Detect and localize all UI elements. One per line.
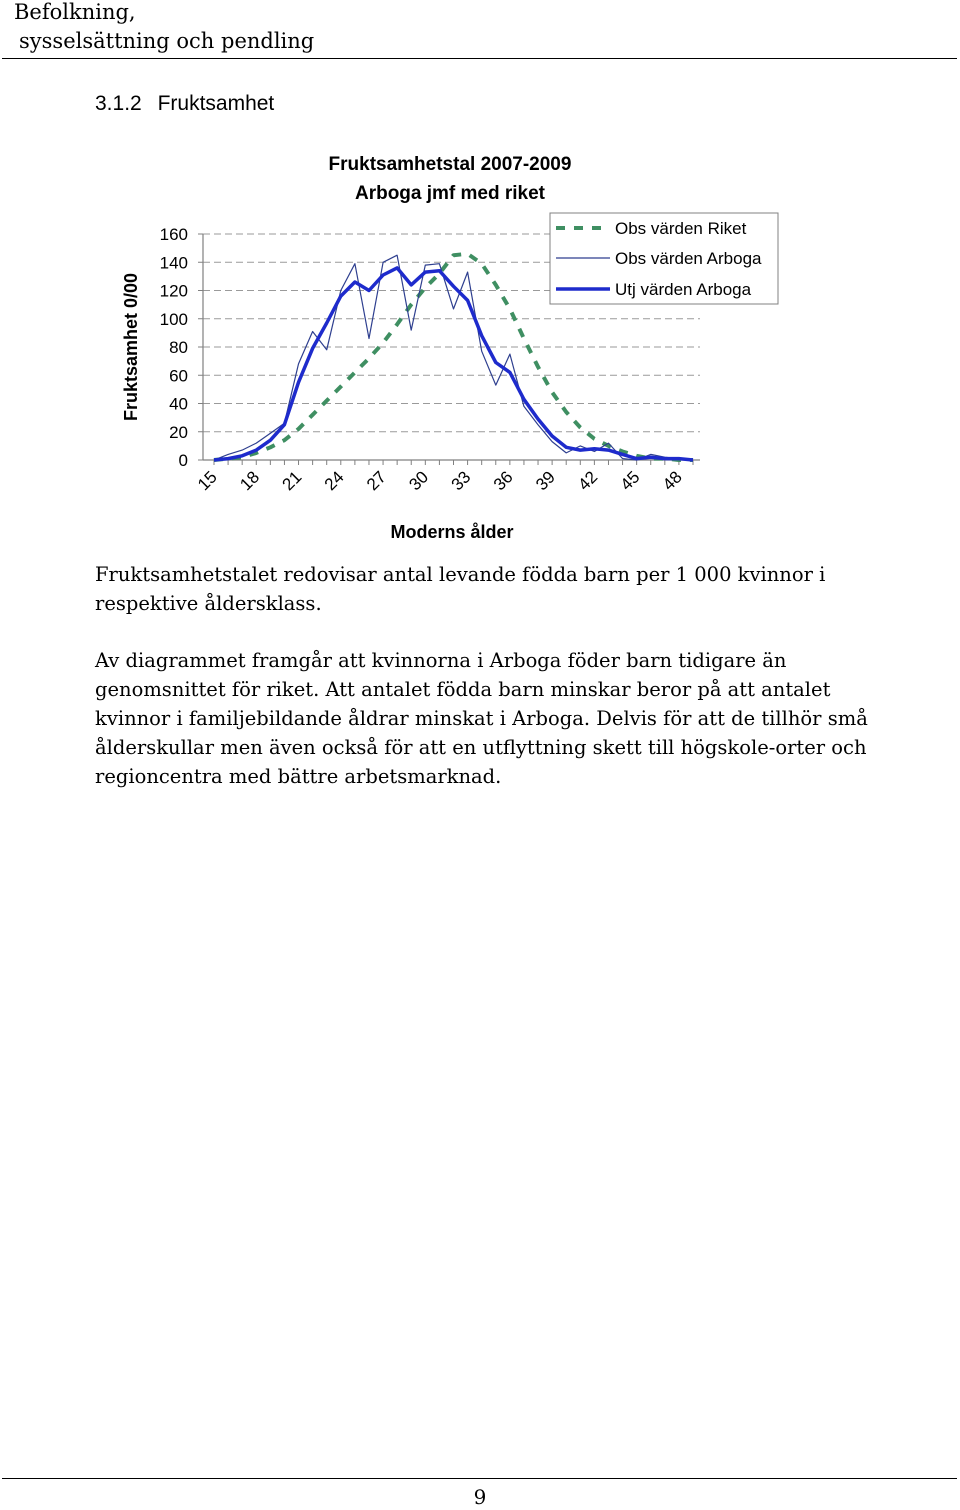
legend-label-obs-arboga: Obs värden Arboga	[615, 249, 762, 268]
running-header-line-1: Befolkning,	[14, 0, 136, 24]
y-tick-label-160: 160	[159, 225, 188, 244]
page-number: 9	[473, 1485, 487, 1509]
x-tick-label-27: 27	[363, 467, 390, 495]
x-tick-label-45: 45	[616, 467, 644, 495]
y-tick-label-120: 120	[159, 281, 188, 301]
x-tick-label-30: 30	[405, 467, 433, 495]
x-tick-label-48: 48	[658, 467, 686, 495]
legend-label-riket: Obs värden Riket	[615, 219, 747, 238]
x-axis-label: Moderns ålder	[390, 522, 514, 542]
section-heading	[95, 92, 274, 116]
x-tick-label-36: 36	[489, 467, 517, 495]
x-tick-label-24: 24	[320, 467, 348, 495]
paragraph-fertility-definition: Fruktsamhetstalet redovisar antal levande födda barn per 1 000 kvinnor i respektive åldersklass.	[95, 563, 826, 615]
y-tick-label-140: 140	[159, 253, 188, 273]
y-tick-label-0: 0	[178, 451, 188, 470]
chart-title: Fruktsamhetstal 2007-2009	[328, 154, 572, 175]
y-tick-label-40: 40	[169, 394, 188, 414]
y-tick-label-100: 100	[159, 309, 188, 329]
section-title: Fruktsamhet	[157, 92, 275, 115]
legend	[550, 213, 778, 304]
x-tick-label-39: 39	[532, 467, 559, 495]
x-tick-label-33: 33	[447, 467, 475, 495]
x-tick-label-42: 42	[574, 467, 602, 495]
section-number: 3.1.2	[95, 92, 142, 115]
y-axis-label: Fruktsamhet 0/00	[121, 272, 141, 422]
y-tick-label-60: 60	[169, 366, 188, 386]
chart-subtitle: Arboga jmf med riket	[354, 183, 546, 204]
y-tick-labels	[160, 225, 203, 470]
legend-label-utj-arboga: Utj värden Arboga	[615, 280, 752, 299]
x-tick-label-15: 15	[194, 467, 221, 495]
chart-titles	[329, 154, 572, 204]
running-header-line-2: sysselsättning och pendling	[19, 29, 315, 53]
y-tick-label-20: 20	[169, 422, 188, 442]
fertility-chart	[0, 140, 960, 550]
paragraph-fertility-analysis: Av diagrammet framgår att kvinnorna i Arboga föder barn tidigare än genomsnittet för riket. Att antalet födda barn minskar beror på att antalet kvinnor i familjebildande åldrar minskat i Arboga. Delvis för att de tillhör små ålderskullar men även också för att en utflyttning skett till högskole-orter och regioncentra med bättre arbetsmarknad.	[95, 649, 868, 788]
x-tick-label-21: 21	[278, 467, 306, 495]
x-tick-label-18: 18	[236, 467, 264, 495]
running-header	[14, 0, 314, 56]
header-rule	[2, 58, 957, 59]
y-tick-label-80: 80	[169, 338, 188, 357]
x-tick-labels	[194, 460, 693, 494]
footer-rule	[2, 1478, 957, 1479]
